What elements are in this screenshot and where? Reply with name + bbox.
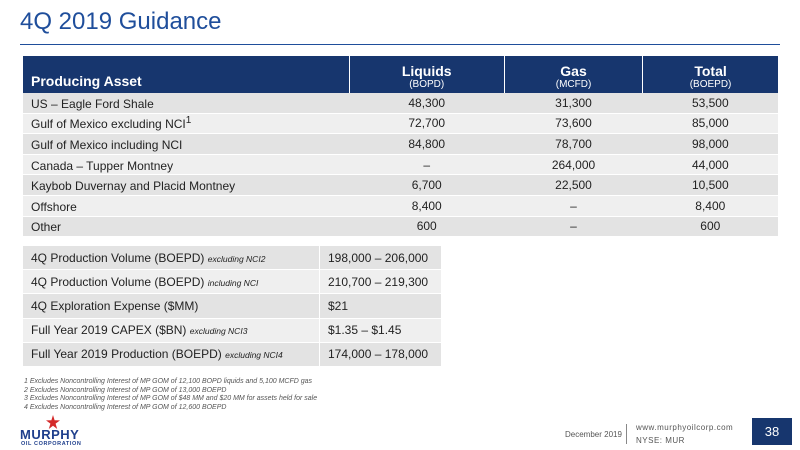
- table-row: [23, 175, 778, 196]
- producing-asset-table: [23, 56, 778, 237]
- liquids-value: 600: [349, 216, 504, 237]
- table-row: [23, 134, 778, 155]
- guidance-value: 198,000 – 206,000: [320, 246, 442, 270]
- gas-value: –: [504, 195, 642, 216]
- table-row: [23, 294, 441, 318]
- header-total-label: Total: [694, 63, 727, 79]
- gas-value: 73,600: [504, 113, 642, 134]
- asset-name: Kaybob Duvernay and Placid Montney: [23, 175, 349, 196]
- footer-date: December 2019: [565, 430, 622, 439]
- total-value: 98,000: [643, 134, 778, 155]
- guidance-value: 210,700 – 219,300: [320, 270, 442, 294]
- asset-name: Other: [23, 216, 349, 237]
- liquids-value: 6,700: [349, 175, 504, 196]
- header-gas: [504, 56, 642, 93]
- guidance-table: [23, 246, 441, 367]
- gas-value: 31,300: [504, 93, 642, 113]
- header-gas-unit: (MCFD): [555, 79, 592, 90]
- guidance-value: $1.35 – $1.45: [320, 318, 442, 342]
- title-divider: [20, 44, 780, 45]
- liquids-value: 48,300: [349, 93, 504, 113]
- asset-name: Gulf of Mexico including NCI: [23, 134, 349, 155]
- footnotes: [24, 378, 317, 413]
- liquids-value: –: [349, 154, 504, 175]
- guidance-label: 4Q Production Volume (BOEPD) including NCI: [23, 270, 320, 294]
- guidance-note-sup: 3: [242, 326, 248, 337]
- total-value: 8,400: [643, 195, 778, 216]
- logo-subtitle: OIL CORPORATION: [21, 441, 82, 447]
- logo-name: MURPHY: [20, 427, 80, 442]
- guidance-note-sup: 4: [278, 350, 283, 361]
- footnote: 4 Excludes Noncontrolling Interest of MP GOM of 12,600 BOEPD: [24, 404, 227, 412]
- header-gas-label: Gas: [560, 63, 587, 79]
- guidance-label: Full Year 2019 CAPEX ($BN) excluding NCI3: [23, 318, 320, 342]
- footer-ticker: NYSE: MUR: [636, 436, 685, 445]
- guidance-label: 4Q Production Volume (BOEPD) excluding NCI2: [23, 246, 320, 270]
- asset-name: Offshore: [23, 195, 349, 216]
- footer-website: www.murphyoilcorp.com: [636, 423, 734, 432]
- footnote: 1 Excludes Noncontrolling Interest of MP GOM of 12,100 BOPD liquids and 5,100 MCFD gas: [24, 378, 313, 385]
- table-row: [23, 113, 778, 134]
- asset-name: US – Eagle Ford Shale: [23, 93, 349, 113]
- table-row: [23, 195, 778, 216]
- page-number: 38: [752, 418, 792, 445]
- table-row: [23, 246, 441, 270]
- header-liquids-label: Liquids: [401, 63, 452, 79]
- header-total: [643, 56, 778, 93]
- liquids-value: 84,800: [349, 134, 504, 155]
- gas-value: 22,500: [504, 175, 642, 196]
- asset-name: Gulf of Mexico excluding NCI$^1$: [23, 113, 349, 134]
- gas-value: 264,000: [504, 154, 642, 175]
- guidance-note-sup: 2: [260, 253, 266, 264]
- guidance-value: 174,000 – 178,000: [320, 342, 442, 366]
- liquids-value: 8,400: [349, 195, 504, 216]
- header-liquids: [349, 56, 504, 93]
- total-value: 600: [643, 216, 778, 237]
- table-row: [23, 342, 441, 366]
- table-row: [23, 154, 778, 175]
- footnote: 2 Excludes Noncontrolling Interest of MP GOM of 13,000 BOEPD: [24, 386, 227, 394]
- table-row: [23, 270, 441, 294]
- guidance-label: 4Q Exploration Expense ($MM): [23, 294, 320, 318]
- asset-name: Canada – Tupper Montney: [23, 154, 349, 175]
- table-row: [23, 93, 778, 113]
- header-asset: Producing Asset: [31, 73, 142, 89]
- guidance-value: $21: [320, 294, 442, 318]
- guidance-label: Full Year 2019 Production (BOEPD) excluding NCI4: [23, 342, 320, 366]
- total-value: 44,000: [643, 154, 778, 175]
- guidance-note: excluding NCI: [189, 326, 243, 337]
- header-liquids-unit: (BOPD): [409, 79, 445, 90]
- table-row: [23, 318, 441, 342]
- liquids-value: 72,700: [349, 113, 504, 134]
- page-title: 4Q 2019 Guidance: [20, 8, 222, 35]
- gas-value: 78,700: [504, 134, 642, 155]
- footnote: 3 Excludes Noncontrolling Interest of MP GOM of $48 MM and $20 MM for assets held for sale: [24, 395, 318, 403]
- header-total-unit: (BOEPD): [689, 79, 732, 90]
- total-value: 85,000: [643, 113, 778, 134]
- guidance-note: excluding NCI: [225, 350, 279, 361]
- gas-value: –: [504, 216, 642, 237]
- guidance-note: including NCI: [207, 277, 259, 288]
- table-row: [23, 216, 778, 237]
- footer-divider: [626, 424, 627, 444]
- guidance-note: excluding NCI: [207, 253, 261, 264]
- total-value: 10,500: [643, 175, 778, 196]
- table-header-row: [23, 56, 778, 93]
- total-value: 53,500: [643, 93, 778, 113]
